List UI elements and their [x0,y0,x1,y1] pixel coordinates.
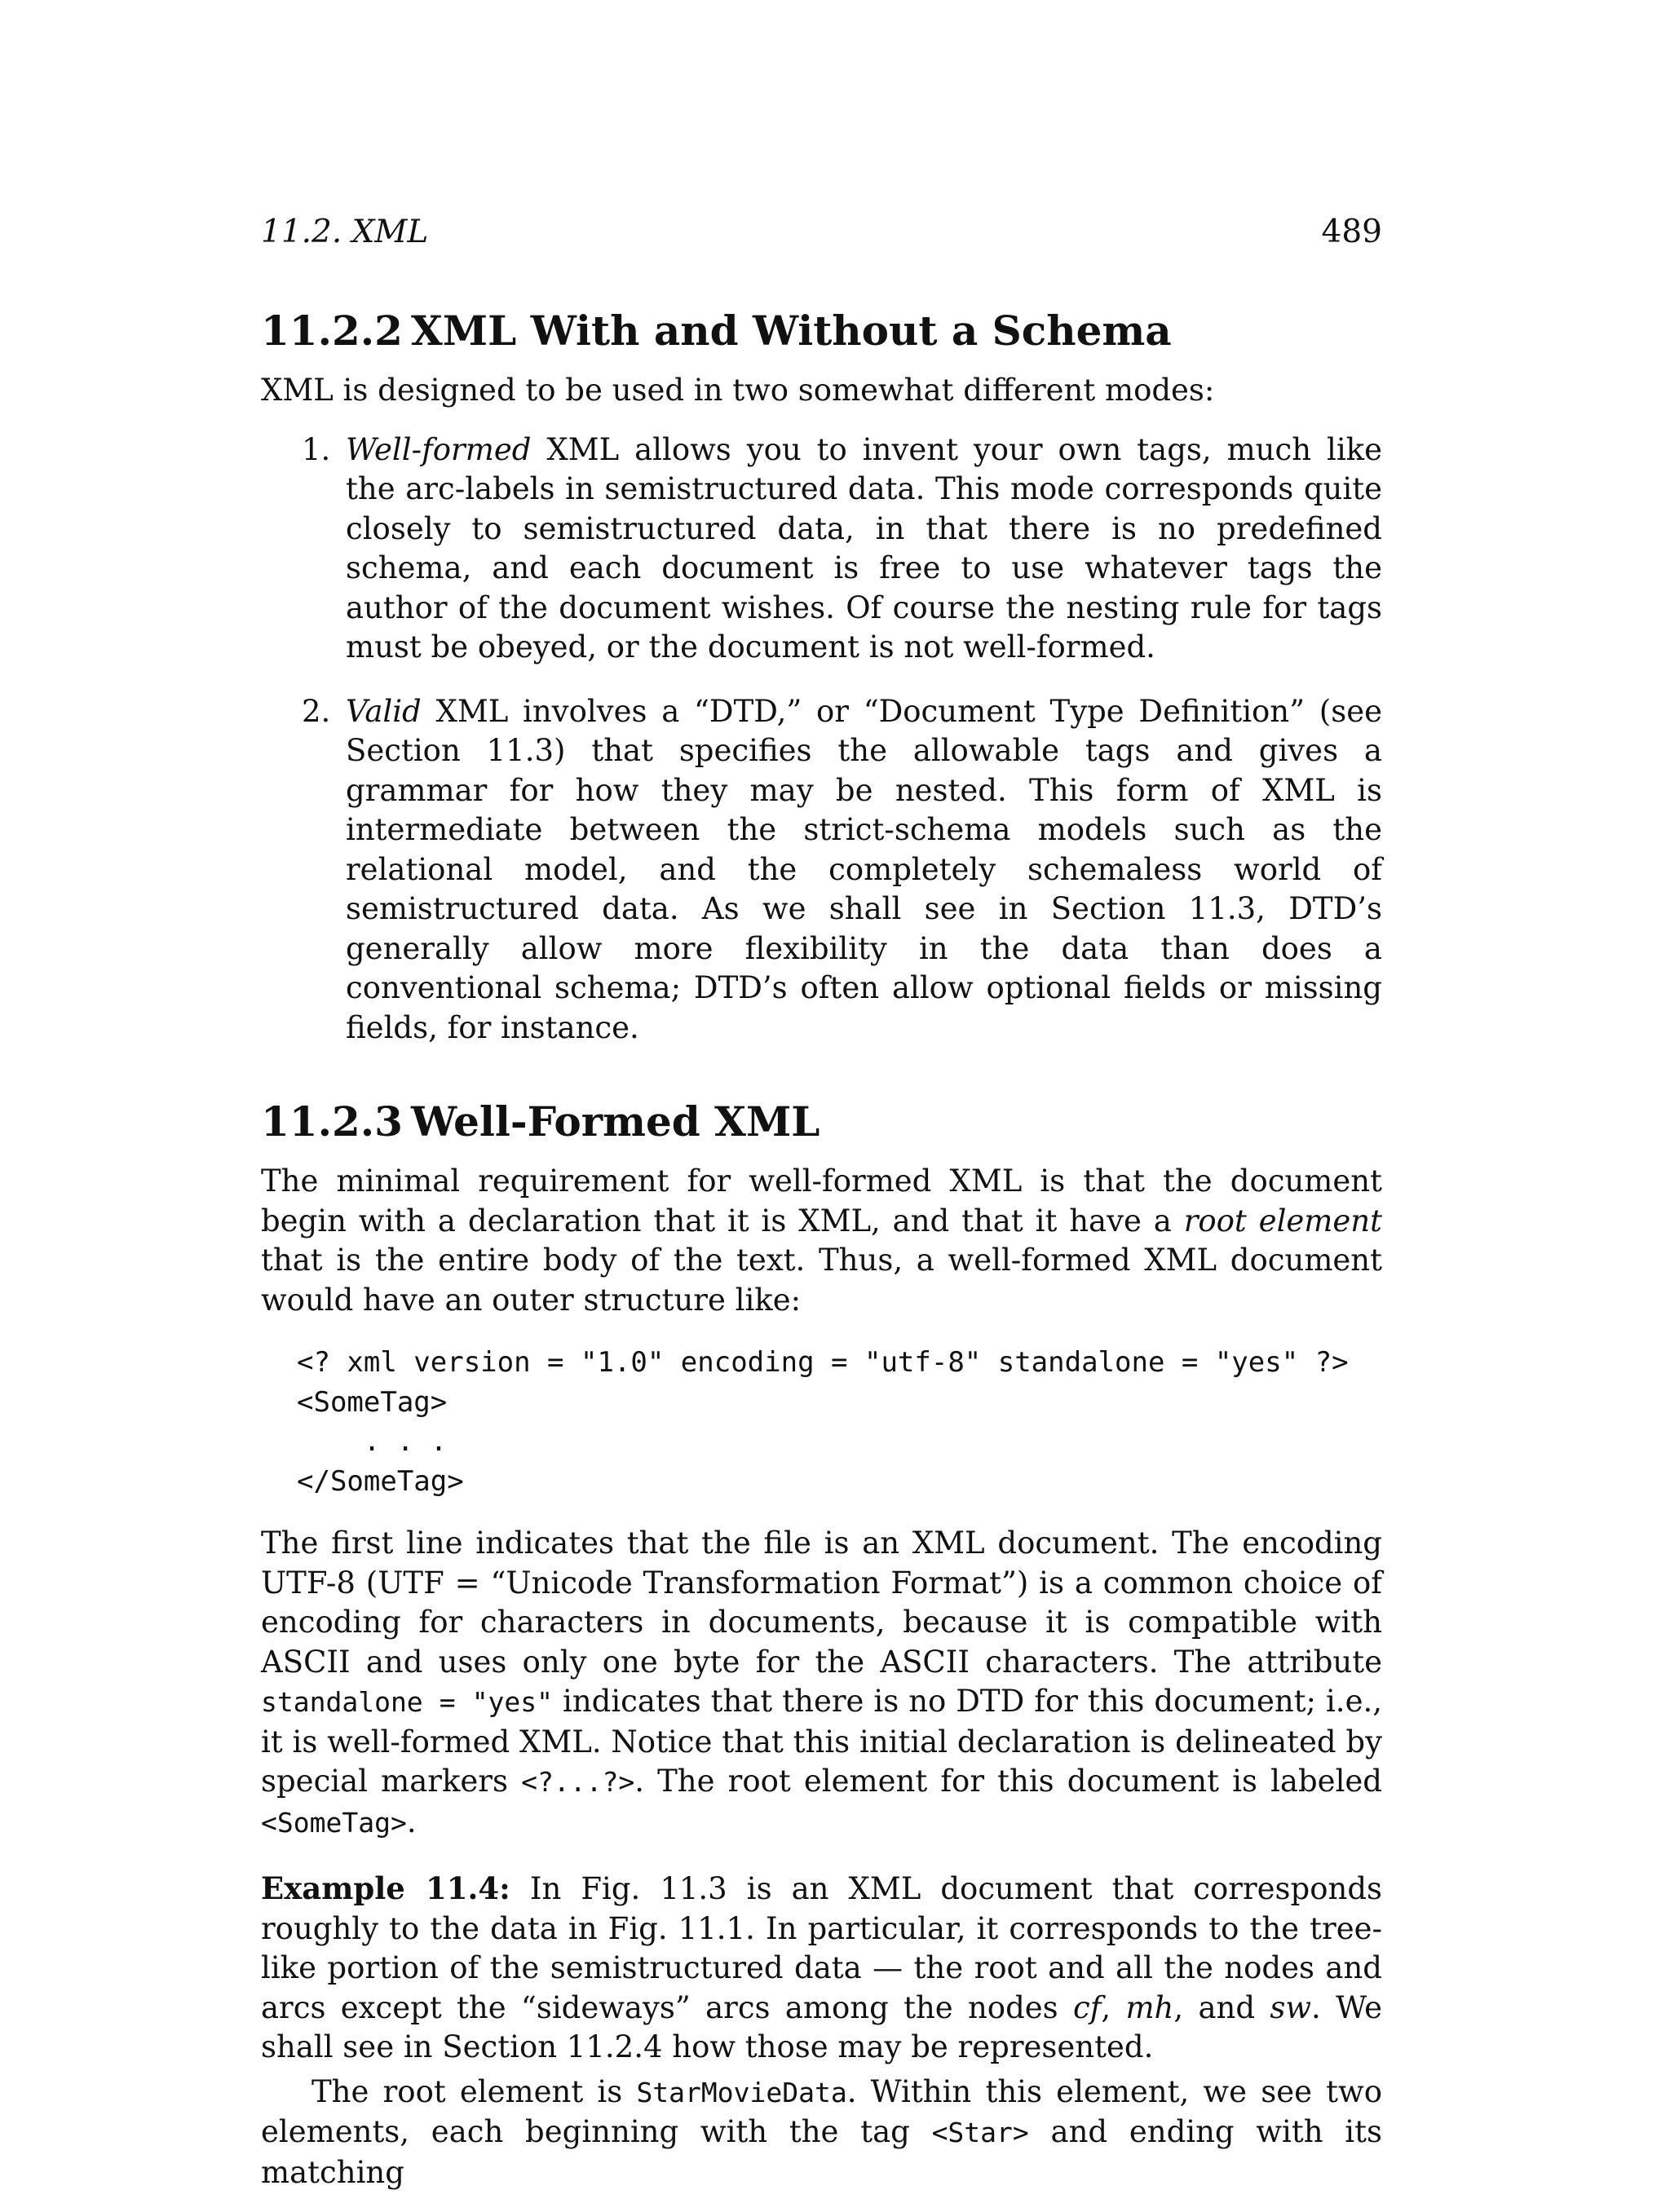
emphasis-root-element: root element [1183,1203,1382,1238]
text-run: , and [1173,1989,1270,2025]
section-heading-11-2-3 [261,1095,1382,1149]
section-title: Well-Formed XML [411,1097,820,1146]
emphasis-node: mh [1125,1989,1174,2025]
text-run: The minimal requirement for well-formed XML is that the document begin with a declaration that it is XML, and that it have a [261,1163,1382,1238]
text-run: that is the entire body of the text. Thus, a well-formed XML document would have an outer structure like: [261,1243,1382,1318]
inline-code: StarMovieData [636,2076,847,2108]
paragraph-root-element-name [261,2073,1382,2193]
term-well-formed: Well-formed [346,431,532,467]
text-run: In Fig. 11.3 is an XML document that corresponds roughly to the data in Fig. 11.1. In particular, it corresponds to the tree-like portion of the semistructured data — the root and all the nodes and arcs except the “sideways” arcs among the nodes [261,1871,1382,2025]
section-number: 11.2.2 [261,307,403,355]
text-run: indicates that there is no DTD for this document; i.e., it is well-formed XML. Notice that this initial declaration is delineated by special markers [261,1684,1382,1799]
code-line: <SomeTag> [297,1385,448,1419]
list-item-valid [261,692,1382,1049]
text-run: . We shall see in Section 11.2.4 how those may be represented. [261,1989,1382,2064]
inline-code: standalone = "yes" [261,1686,554,1718]
term-valid: Valid [346,693,422,729]
list-item-text: XML allows you to invent your own tags, much like the arc-labels in semistructured data. This mode corresponds quite closely to semistructured data, in that there is no predefined schema, and each document is free to use whatever tags the author of the document wishes. Of course the nesting rule for tags must be obeyed, or the document is not well-formed. [346,431,1382,664]
paragraph-root-element [261,1162,1382,1320]
emphasis-node: sw [1270,1989,1312,2025]
code-line: </SomeTag> [297,1464,464,1498]
list-item-text: XML involves a “DTD,” or “Document Type Definition” (see Section 11.3) that specifies the allowable tags and gives a grammar for how they may be nested. This form of XML is intermediate between the strict-schema models such as the relational model, and the completely schemaless world of semistructured data. As we shall see in Section 11.3, DTD’s generally allow more flexibility in the data than does a conventional schema; DTD’s often allow optional fields or missing fields, for instance. [346,693,1382,1045]
section-title: XML With and Without a Schema [411,307,1172,355]
running-head-section: 11.2. XML [261,214,429,250]
modes-list [261,430,1382,1049]
inline-code: <?...?> [521,1766,635,1798]
section-heading-11-2-2 [261,304,1382,358]
text-run: . Within this element, we see two elements, each beginning with the tag [261,2073,1382,2149]
paragraph-first-line [261,1524,1382,1843]
text-run: The first line indicates that the file is an XML document. The encoding UTF-8 (UTF = “Unicode Transformation Format”) is a common choice of encoding for characters in documents, because it is compatible with ASCII and uses only one byte for the ASCII characters. The attribute [261,1525,1382,1680]
list-item-well-formed [261,430,1382,668]
book-page [261,208,1382,2192]
example-paragraph [261,1869,1382,2068]
text-run: , [1101,1989,1126,2025]
text-run: . The root element for this document is labeled [634,1764,1382,1799]
page-number: 489 [1321,214,1382,250]
inline-code: <SomeTag> [261,1806,407,1839]
code-line: <? xml version = "1.0" encoding = "utf-8" standalone = "yes" ?> [297,1346,1349,1379]
example-label: Example 11.4: [261,1870,510,1906]
text-run: The root element is [311,2073,637,2109]
list-marker: 1. [302,431,331,467]
inline-code: <Star> [931,2117,1029,2148]
running-head [261,208,1382,257]
emphasis-node: cf [1072,1989,1102,2025]
text-run: . [406,1804,417,1839]
section-number: 11.2.3 [261,1097,403,1146]
intro-paragraph: XML is designed to be used in two somewhat different modes: [261,373,1215,408]
text-run: and ending with its matching [261,2114,1382,2190]
code-line: . . . [297,1425,448,1458]
code-block [297,1343,1382,1501]
list-marker: 2. [302,693,331,729]
